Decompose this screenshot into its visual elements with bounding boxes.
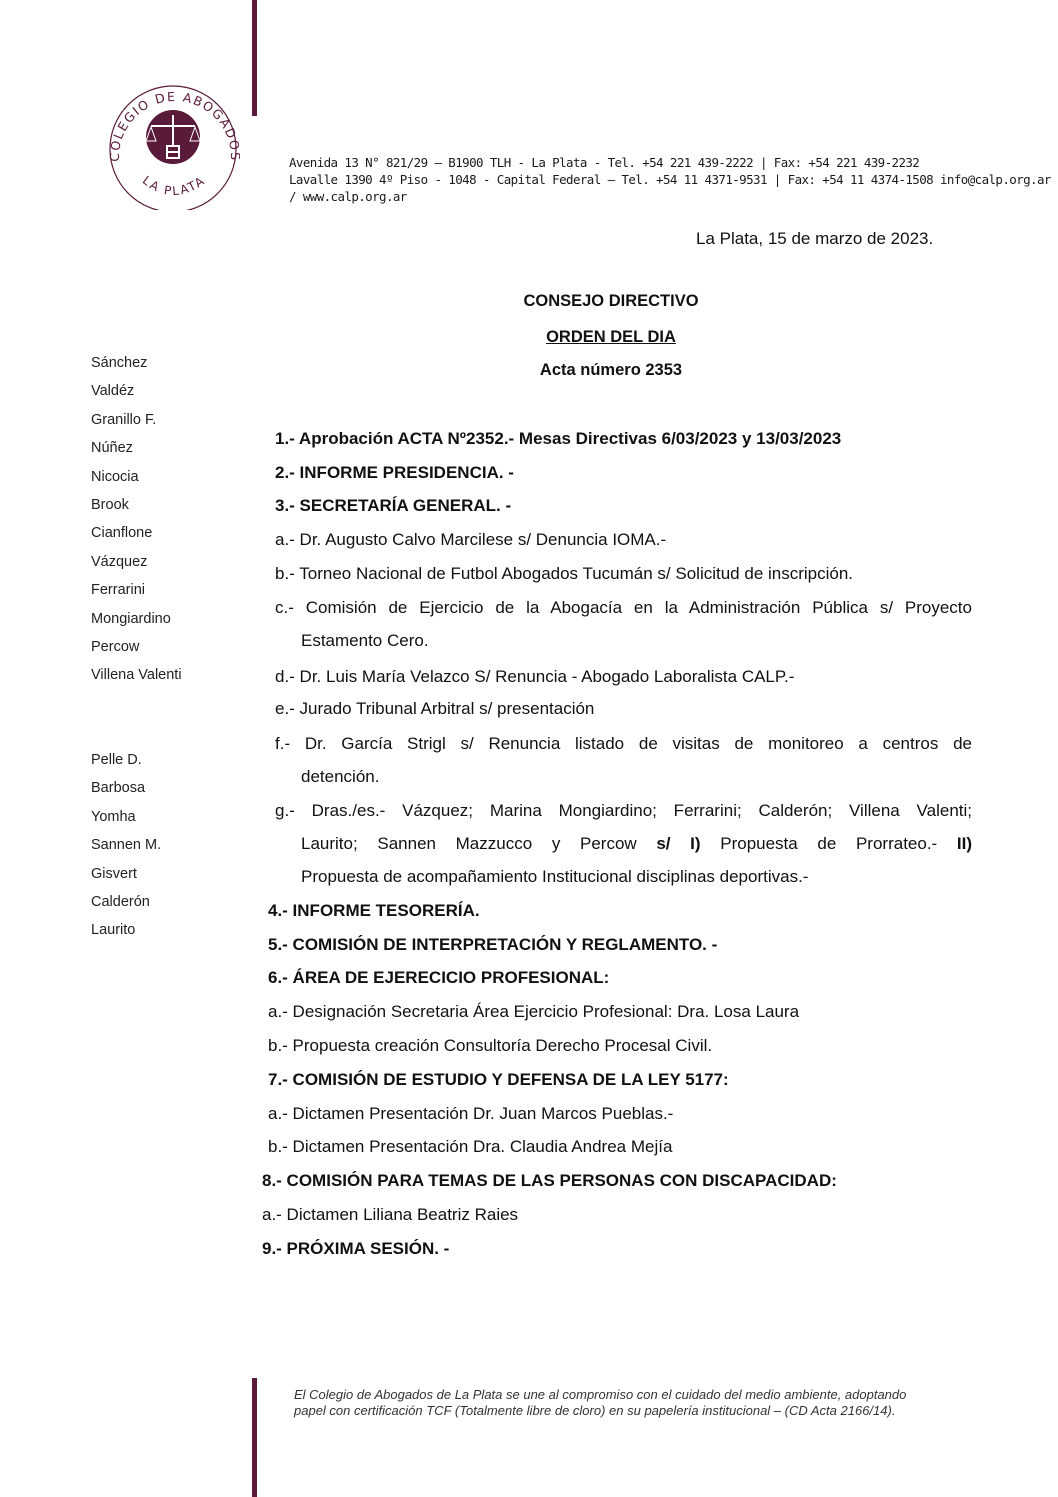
member-name: Calderón (91, 894, 150, 911)
agenda-item-3g-line3: Propuesta de acompañamiento Institucional disciplinas deportivas.- (301, 867, 809, 886)
agenda-item-3a: a.- Dr. Augusto Calvo Marcilese s/ Denuncia IOMA.- (275, 530, 667, 549)
document-date: La Plata, 15 de marzo de 2023. (696, 229, 934, 248)
address-line-web: / www.calp.org.ar (289, 189, 407, 204)
agenda-item-3c-line1: c.- Comisión de Ejercicio de la Abogacía en la Administración Pública s/ Proyecto (275, 598, 972, 617)
address-line-la-plata: Avenida 13 N° 821/29 – B1900 TLH - La Plata - Tel. +54 221 439-2222 | Fax: +54 221 439-2232 (289, 155, 920, 170)
member-name: Nicocia (91, 468, 139, 485)
agenda-item-3f-line1: f.- Dr. García Strigl s/ Renuncia listado de visitas de monitoreo a centros de (275, 734, 972, 753)
agenda-item-6b: b.- Propuesta creación Consultoría Derecho Procesal Civil. (268, 1036, 713, 1055)
title-acta-numero: Acta número 2353 (539, 361, 683, 379)
title-consejo: CONSEJO DIRECTIVO (523, 292, 699, 310)
agenda-item-4: 4.- INFORME TESORERÍA. (268, 901, 480, 920)
member-name: Pelle D. (91, 752, 142, 768)
agenda-item-3g-point-i: s/ I) (656, 834, 701, 853)
agenda-item-3e: e.- Jurado Tribunal Arbitral s/ presentación (275, 699, 595, 718)
member-name: Vázquez (91, 553, 148, 570)
member-name: Brook (91, 497, 129, 514)
member-name: Sannen M. (91, 837, 162, 854)
member-name: Percow (91, 639, 140, 656)
member-name: Barbosa (91, 780, 146, 797)
footer-line-1: El Colegio de Abogados de La Plata se une al compromiso con el cuidado del medio ambiente, adoptando (294, 1387, 907, 1402)
member-name: Mongiardino (91, 610, 171, 627)
member-name: Sánchez (91, 355, 148, 371)
agenda-item-3b: b.- Torneo Nacional de Futbol Abogados Tucumán s/ Solicitud de inscripción. (275, 564, 854, 583)
agenda-item-3g-line2 (275, 827, 972, 860)
agenda-item-6: 6.- ÁREA DE EJERECICIO PROFESIONAL: (268, 968, 610, 987)
members-group-2 (91, 746, 161, 945)
agenda-item-3c (275, 591, 972, 657)
agenda-item-2: 2.- INFORME PRESIDENCIA. - (275, 463, 514, 482)
agenda-item-7b: b.- Dictamen Presentación Dra. Claudia Andrea Mejía (268, 1137, 673, 1156)
svg-text:COLEGIO DE ABOGADOS: COLEGIO DE ABOGAD (106, 88, 240, 162)
agenda-item-3f (275, 727, 972, 793)
agenda-item-7a: a.- Dictamen Presentación Dr. Juan Marcos Pueblas.- (268, 1104, 674, 1123)
address-line-capital-federal: Lavalle 1390 4º Piso - 1048 - Capital Federal – Tel. +54 11 4371-9531 | Fax: +54 11 4374-1508 info@calp.org.ar (289, 172, 1051, 187)
header-accent-bar (252, 0, 257, 116)
member-name: Cianflone (91, 525, 153, 542)
agenda-item-3d: d.- Dr. Luis María Velazco S/ Renuncia - Abogado Laboralista CALP.- (275, 667, 795, 686)
agenda-item-3g (275, 794, 972, 893)
agenda-item-3f-line2: detención. (301, 767, 380, 786)
member-name: Ferrarini (91, 582, 145, 599)
agenda-item-5: 5.- COMISIÓN DE INTERPRETACIÓN Y REGLAMENTO. - (268, 935, 718, 954)
logo (105, 85, 240, 210)
footer-environment-note (294, 1387, 984, 1419)
member-name: Laurito (91, 922, 136, 939)
footer-accent-bar (252, 1378, 257, 1497)
agenda-item-6a: a.- Designación Secretaria Área Ejercicio Profesional: Dra. Losa Laura (268, 1002, 800, 1021)
agenda-item-8a: a.- Dictamen Liliana Beatriz Raies (262, 1205, 519, 1224)
agenda-item-1: 1.- Aprobación ACTA Nº2352.- Mesas Directivas 6/03/2023 y 13/03/2023 (275, 429, 842, 448)
svg-text:LA PLATA: LA PLATA (139, 173, 209, 199)
member-name: Valdéz (91, 383, 135, 400)
member-name: Villena Valenti (91, 667, 182, 684)
agenda-item-8: 8.- COMISIÓN PARA TEMAS DE LAS PERSONAS CON DISCAPACIDAD: (262, 1171, 837, 1190)
footer-line-2: papel con certificación TCF (Totalmente libre de cloro) en su papelería institucional – (CD Acta 2166/14). (294, 1403, 896, 1418)
agenda-item-3g-prorrateo: Propuesta de Prorrateo.- (700, 834, 957, 853)
member-name: Núñez (91, 440, 133, 457)
member-name: Yomha (91, 808, 136, 825)
member-name: Granillo F. (91, 411, 157, 428)
agenda-item-3g-line1: g.- Dras./es.- Vázquez; Marina Mongiardino; Ferrarini; Calderón; Villena Valenti; (275, 801, 972, 820)
scales-of-justice-icon (146, 110, 200, 164)
agenda-item-3g-point-ii: II) (956, 834, 972, 853)
agenda-item-3g-names: Laurito; Sannen Mazzucco y Percow (301, 834, 657, 853)
agenda-item-3c-line2: Estamento Cero. (301, 631, 429, 650)
logo-seal (105, 85, 240, 210)
agenda-item-3: 3.- SECRETARÍA GENERAL. - (275, 496, 512, 515)
member-name: Gisvert (91, 865, 137, 882)
agenda-item-9: 9.- PRÓXIMA SESIÓN. - (262, 1239, 450, 1258)
title-orden-del-dia: ORDEN DEL DIA (546, 328, 676, 346)
members-group-1 (91, 349, 182, 690)
agenda-item-7: 7.- COMISIÓN DE ESTUDIO Y DEFENSA DE LA LEY 5177: (268, 1070, 729, 1089)
address-block (289, 154, 1051, 205)
